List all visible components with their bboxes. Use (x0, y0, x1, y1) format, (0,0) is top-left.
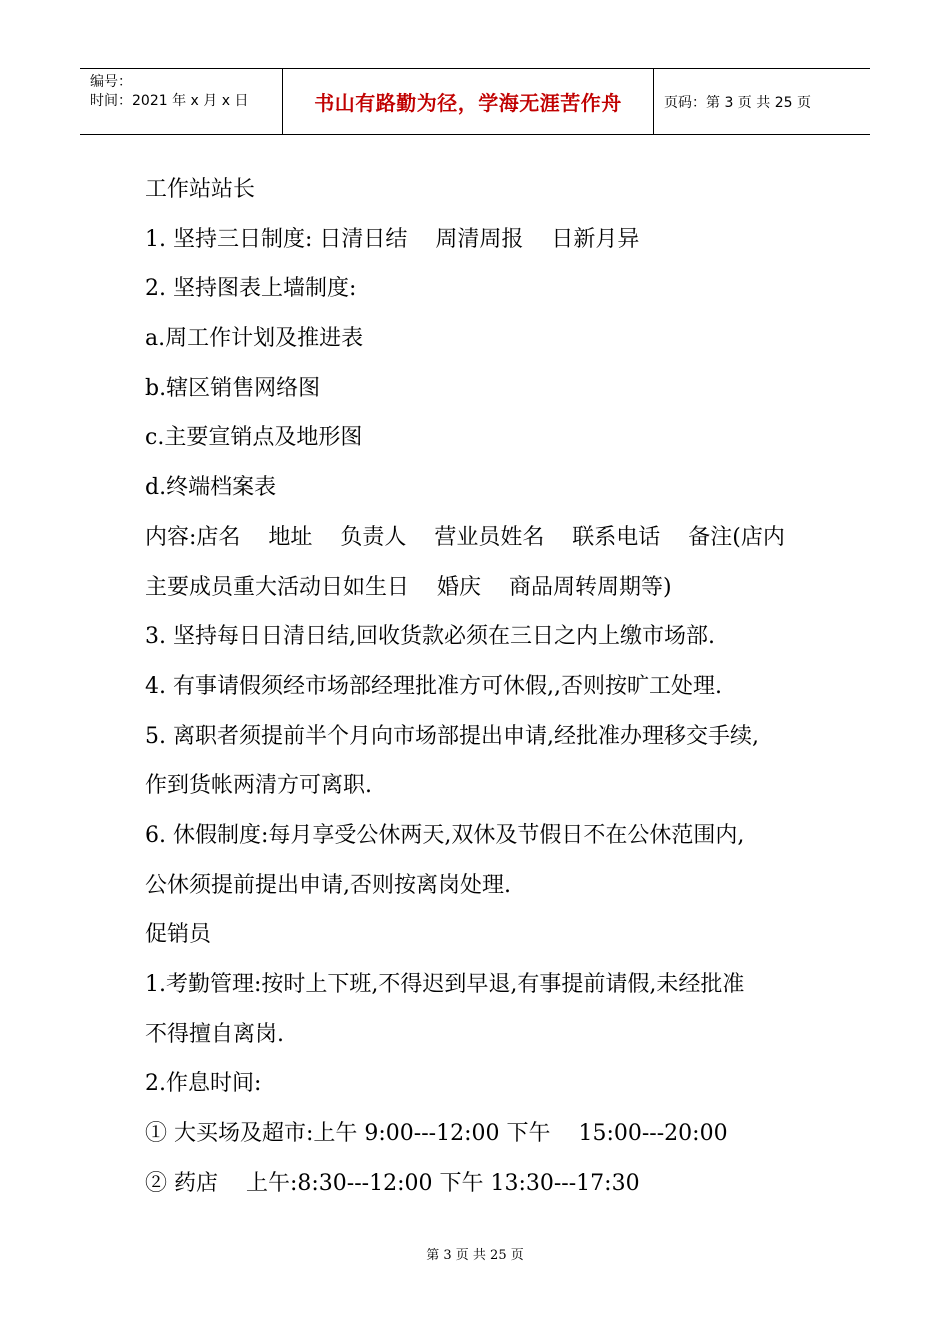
body-line: 2.作息时间: (145, 1071, 262, 1097)
body-line: ① 大买场及超市:上午 9:00---12:00 下午 15:00---20:00 (145, 1121, 728, 1147)
body-line: 2. 坚持图表上墙制度: (145, 276, 357, 302)
body-line: 4. 有事请假须经市场部经理批准方可休假,,否则按旷工处理. (145, 673, 722, 699)
section-heading-promoter: 促销员 (145, 922, 212, 948)
body-line: 5. 离职者须提前半个月向市场部提出申请,经批准办理移交手续, (145, 723, 759, 749)
body-line: 内容:店名 地址 负责人 营业员姓名 联系电话 备注(店内 (145, 524, 785, 550)
body-line: 不得擅自离岗. (145, 1021, 284, 1047)
body-line: 1. 坚持三日制度: 日清日结 周清周报 日新月异 (145, 226, 640, 252)
header-meta (80, 69, 282, 134)
body-line: b.辖区销售网络图 (145, 375, 321, 401)
document-date: 时间：2021 年 x 月 x 日 (90, 93, 249, 109)
body-line: 3. 坚持每日日清日结,回收货款必须在三日之内上缴市场部. (145, 624, 715, 650)
header-page-info: 页码：第 3 页 共 25 页 (664, 94, 811, 111)
document-body (145, 165, 825, 1208)
body-line: 公休须提前提出申请,否则按离岗处理. (145, 872, 511, 898)
body-line: a.周工作计划及推进表 (145, 326, 364, 352)
body-line: 作到货帐两清方可离职. (145, 773, 372, 799)
section-heading-station-manager: 工作站站长 (145, 177, 256, 202)
page-footer: 第 3 页 共 25 页 (426, 1248, 524, 1263)
document-number-label: 编号： (90, 74, 132, 90)
body-line: 6. 休假制度:每月享受公休两天,双休及节假日不在公休范围内, (145, 822, 745, 848)
body-line: d.终端档案表 (145, 475, 277, 501)
body-line: 主要成员重大活动日如生日 婚庆 商品周转周期等) (145, 574, 672, 600)
body-line: ② 药店 上午:8:30---12:00 下午 13:30---17:30 (145, 1170, 640, 1196)
header-motto: 书山有路勤为径，学海无涯苦作舟 (282, 69, 654, 134)
body-line: 1.考勤管理:按时上下班,不得迟到早退,有事提前请假,未经批准 (145, 972, 745, 997)
page-header (80, 68, 870, 135)
body-line: c.主要宣销点及地形图 (145, 425, 363, 451)
